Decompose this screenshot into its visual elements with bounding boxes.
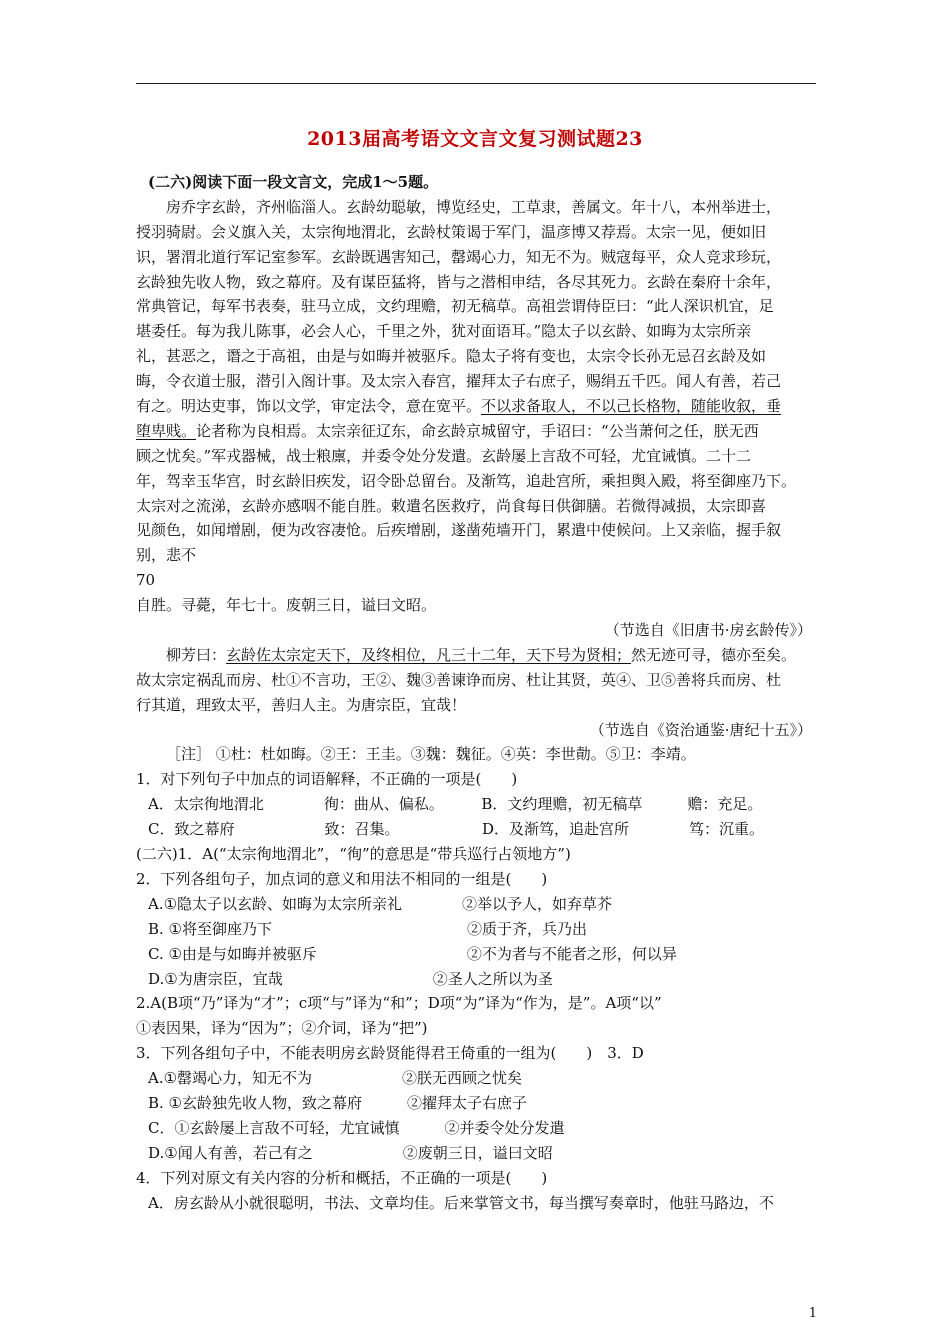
text-line (136, 394, 816, 419)
underlined-text: 玄龄佐太宗定天下，及终相位，凡三十二年，天下号为贤相； (226, 645, 632, 664)
text-line (136, 1016, 816, 1041)
line-text: 礼，甚恶之，谮之于高祖，由是与如晦并被驱斥。隐太子将有变也，太宗令长孙无忌召玄龄及如 (136, 347, 767, 366)
line-text: 年，驾幸玉华宫，时玄龄旧疾发，诏令卧总留台。及渐笃，追赴宫所，乘担舆入殿，将至御座乃下。 (136, 471, 797, 490)
line-text: 4．下列对原文有关内容的分析和概括，不正确的一项是( ) (136, 1168, 548, 1187)
text-line (136, 1066, 816, 1091)
text-line (136, 693, 816, 718)
line-text: A.①罄竭心力，知无不为 ②朕无西顾之忧矣 (148, 1069, 523, 1088)
text-line (136, 892, 816, 917)
line-text: D.①为唐宗臣，宜哉 ②圣人之所以为圣 (148, 969, 553, 988)
text-line (136, 1041, 816, 1066)
line-text: ①表因果，译为“因为”；②介词，译为“把”) (136, 1019, 428, 1038)
page-number: 1 (808, 1306, 817, 1321)
text-line (136, 643, 816, 668)
text-line (136, 245, 816, 270)
text-line (136, 718, 816, 743)
line-text: 太宗对之流涕，玄龄亦感咽不能自胜。敕遣名医救疗，尚食每日供御膳。若微得减损，太宗即喜 (136, 496, 767, 515)
text-line (136, 917, 816, 942)
line-text: 别，悲不 (136, 546, 197, 565)
line-text: 3．下列各组句子中，不能表明房玄龄贤能得君王倚重的一组为( ) 3．D (136, 1044, 644, 1063)
text-line (136, 294, 816, 319)
line-text: 70 (136, 571, 156, 590)
text-line (136, 494, 816, 519)
line-text: C．①玄龄屡上言敌不可轻，尤宜诫慎 ②并委令处分发遣 (148, 1118, 565, 1137)
text-line (136, 767, 816, 792)
text-line (136, 817, 816, 842)
text-line (136, 1116, 816, 1141)
line-text: (二六)阅读下面一段文言文，完成1～5题。 (148, 173, 439, 191)
line-text: 房乔字玄龄，齐州临淄人。玄龄幼聪敏，博览经史，工草隶，善属文。年十八，本州举进士， (166, 197, 782, 216)
line-text: C. ①由是与如晦并被驱斥 ②不为者与不能者之形，何以异 (148, 944, 677, 963)
text-line (136, 444, 816, 469)
line-text: 授羽骑尉。会义旗入关，太宗徇地渭北，玄龄杖策谒于军门，温彦博又荐焉。太宗一见，便如旧 (136, 222, 767, 241)
text-line (136, 742, 816, 767)
document-title: 2013届高考语文文言文复习测试题23 (307, 128, 643, 150)
text-line (136, 1166, 816, 1191)
line-text: A．房玄龄从小就很聪明，书法、文章均佳。后来掌管文书，每当撰写奏章时，他驻马路边，不 (148, 1193, 774, 1212)
line-text: D.①闻人有善，若己有之 ②废朝三日，谥曰文昭 (148, 1143, 553, 1162)
line-text: 见颜色，如闻增剧，便为改容凄怆。后疾增剧，遂凿苑墙开门，累遣中使候问。上又亲临，握手叙 (136, 521, 782, 540)
line-text: 然无迹可寻，德亦至矣。 (631, 645, 797, 664)
text-line (136, 419, 816, 444)
text-line (136, 319, 816, 344)
text-line (136, 1191, 816, 1216)
line-text: （节选自《旧唐书·房玄龄传》） (604, 621, 812, 640)
line-text: 2.A(B项“乃”译为“才”；c项“与”译为“和”；D项“为”译为“作为，是”。A项“以” (136, 994, 662, 1013)
line-text: (二六)1．A(“太宗徇地渭北”，“徇”的意思是“带兵巡行占领地方”) (136, 845, 571, 864)
text-line (136, 1091, 816, 1116)
line-text: A.①隐太子以玄龄、如晦为太宗所亲礼 ②举以予人，如弃草芥 (148, 894, 613, 913)
text-line (136, 220, 816, 245)
line-text: 晦，令衣道士服，潜引入阁计事。及太宗入春宫，擢拜太子右庶子，赐绢五千匹。闻人有善，若己 (136, 372, 782, 391)
line-text: B. ①玄龄独先收人物，致之幕府 ②擢拜太子右庶子 (148, 1093, 528, 1112)
line-text: 有之。明达吏事，饰以文学，审定法令，意在宽平。 (136, 397, 482, 416)
line-text: 行其道，理致太平，善归人主。为唐宗臣，宜哉！ (136, 695, 467, 714)
line-text: （节选自《资治通鉴·唐纪十五》） (589, 720, 812, 739)
line-text: C．致之幕府 致：召集。 D．及渐笃，追赴宫所 笃：沉重。 (148, 820, 765, 839)
line-text: 2．下列各组句子，加点词的意义和用法不相同的一组是( ) (136, 869, 548, 888)
text-line (136, 1141, 816, 1166)
line-text: 自胜。寻薨，年七十。废朝三日，谥曰文昭。 (136, 596, 437, 615)
text-line (136, 195, 816, 220)
header-rule (136, 83, 816, 84)
underlined-text: 不以求备取人，不以己长格物，随能收叙，垂 (481, 397, 782, 416)
text-line (136, 270, 816, 295)
text-line (136, 991, 816, 1016)
line-text: ［注］ ①杜：杜如晦。②王：王圭。③魏：魏征。④英：李世勣。⑤卫：李靖。 (166, 745, 696, 764)
line-text: 顾之忧矣。”军戎器械，战士粮廪，并委令处分发遣。玄龄屡上言敌不可轻，尤宜诫慎。二十二 (136, 446, 752, 465)
text-line (136, 967, 816, 992)
line-text: 1．对下列句子中加点的词语解释，不正确的一项是( ) (136, 770, 518, 789)
line-text: 识，署渭北道行军记室参军。玄龄既遇害知己，罄竭心力，知无不为。贼寇每平，众人竞求珍玩， (136, 247, 782, 266)
line-text: 常典管记，每军书表奏，驻马立成，文约理赡，初无稿草。高祖尝谓侍臣曰：“此人深识机宜，足 (136, 297, 774, 316)
text-line (136, 344, 816, 369)
text-line (136, 842, 816, 867)
text-line (136, 942, 816, 967)
text-line (136, 792, 816, 817)
line-text: B. ①将至御座乃下 ②质于齐，兵乃出 (148, 919, 588, 938)
text-line (136, 543, 816, 568)
text-line (136, 867, 816, 892)
line-text: 故太宗定祸乱而房、杜①不言功，王②、魏③善谏诤而房、杜让其贤，英④、卫⑤善将兵而房、杜 (136, 670, 782, 689)
text-line (136, 568, 816, 593)
line-text: 柳芳曰： (166, 645, 227, 664)
line-text: 论者称为良相焉。太宗亲征辽东，命玄龄京城留守，手诏曰：“公当萧何之任，朕无西 (196, 421, 759, 440)
line-text: A．太宗徇地渭北 徇：曲从、偏私。 B．文约理赡，初无稿草 赡：充足。 (148, 795, 763, 814)
text-line (136, 170, 816, 195)
line-text: 玄龄独先收人物，致之幕府。及有谋臣猛将，皆与之潜相申结，各尽其死力。玄龄在秦府十余年， (136, 272, 782, 291)
text-line (136, 668, 816, 693)
text-line (136, 518, 816, 543)
document-body (136, 170, 816, 1215)
text-line (136, 369, 816, 394)
underlined-text: 堕卑贱。 (136, 421, 197, 440)
text-line (136, 593, 816, 618)
text-line (136, 618, 816, 643)
line-text: 堪委任。每为我儿陈事，必会人心，千里之外，犹对面语耳。”隐太子以玄龄、如晦为太宗所亲 (136, 322, 752, 341)
text-line (136, 469, 816, 494)
